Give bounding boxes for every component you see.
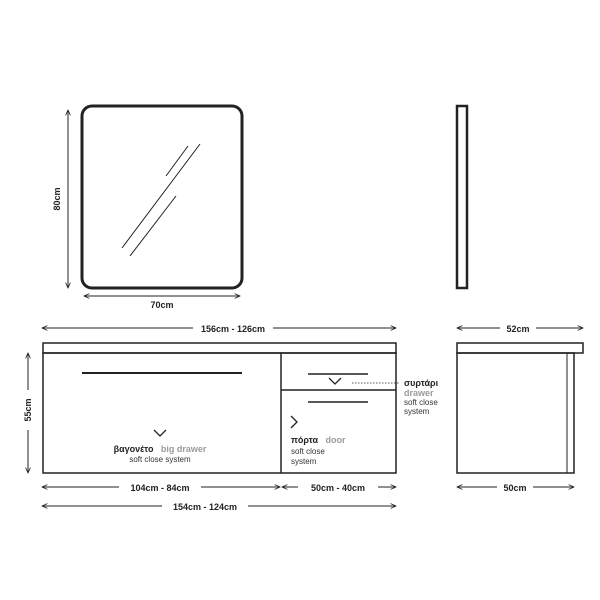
big-drawer-detail: soft close system (129, 455, 191, 464)
left-section-width-label: 104cm - 84cm (130, 483, 190, 493)
small-drawer-detail-line2: system (404, 407, 430, 416)
door-name-en: door (325, 435, 346, 445)
door-label (291, 430, 346, 447)
mirror-front-view (82, 106, 242, 288)
cabinet-front-view (43, 343, 396, 473)
door-open-indicator-icon (291, 416, 297, 428)
bottom-total-width-label: 154cm - 124cm (172, 502, 238, 512)
mirror-glare-line (130, 196, 176, 256)
cabinet-side-view (457, 343, 583, 473)
small-drawer-name-en: drawer (404, 388, 434, 398)
small-drawer-name-el: συρτάρι (404, 378, 439, 388)
mirror-glare-line (122, 144, 200, 248)
door-detail-line2: system (291, 457, 317, 466)
side-bottom-depth-label: 50cm (503, 483, 527, 493)
cabinet-top-width-label: 156cm - 126cm (200, 324, 266, 334)
cabinet-height-label: 55cm (23, 398, 33, 422)
small-drawer-detail-line1: soft close (404, 398, 438, 407)
cabinet-body (43, 353, 396, 473)
big-drawer-name-en: big drawer (160, 444, 207, 454)
side-body (457, 353, 574, 473)
mirror-height-label: 80cm (52, 187, 62, 211)
mirror-side-view (457, 106, 467, 288)
mirror-glare-line (166, 146, 188, 176)
door-name-el: πόρτα (291, 435, 319, 445)
big-drawer-name-el: βαγονέτο (113, 444, 154, 454)
mirror-width-label: 70cm (150, 300, 174, 310)
big-drawer-label (114, 439, 207, 456)
right-section-width-label: 50cm - 40cm (310, 483, 366, 493)
mirror-frame (82, 106, 242, 288)
side-top-depth-label: 52cm (506, 324, 530, 334)
small-drawer-open-indicator-icon (329, 378, 341, 384)
countertop (43, 343, 396, 353)
big-drawer-open-indicator-icon (154, 430, 166, 436)
door-detail-line1: soft close (291, 447, 325, 456)
side-countertop (457, 343, 583, 353)
